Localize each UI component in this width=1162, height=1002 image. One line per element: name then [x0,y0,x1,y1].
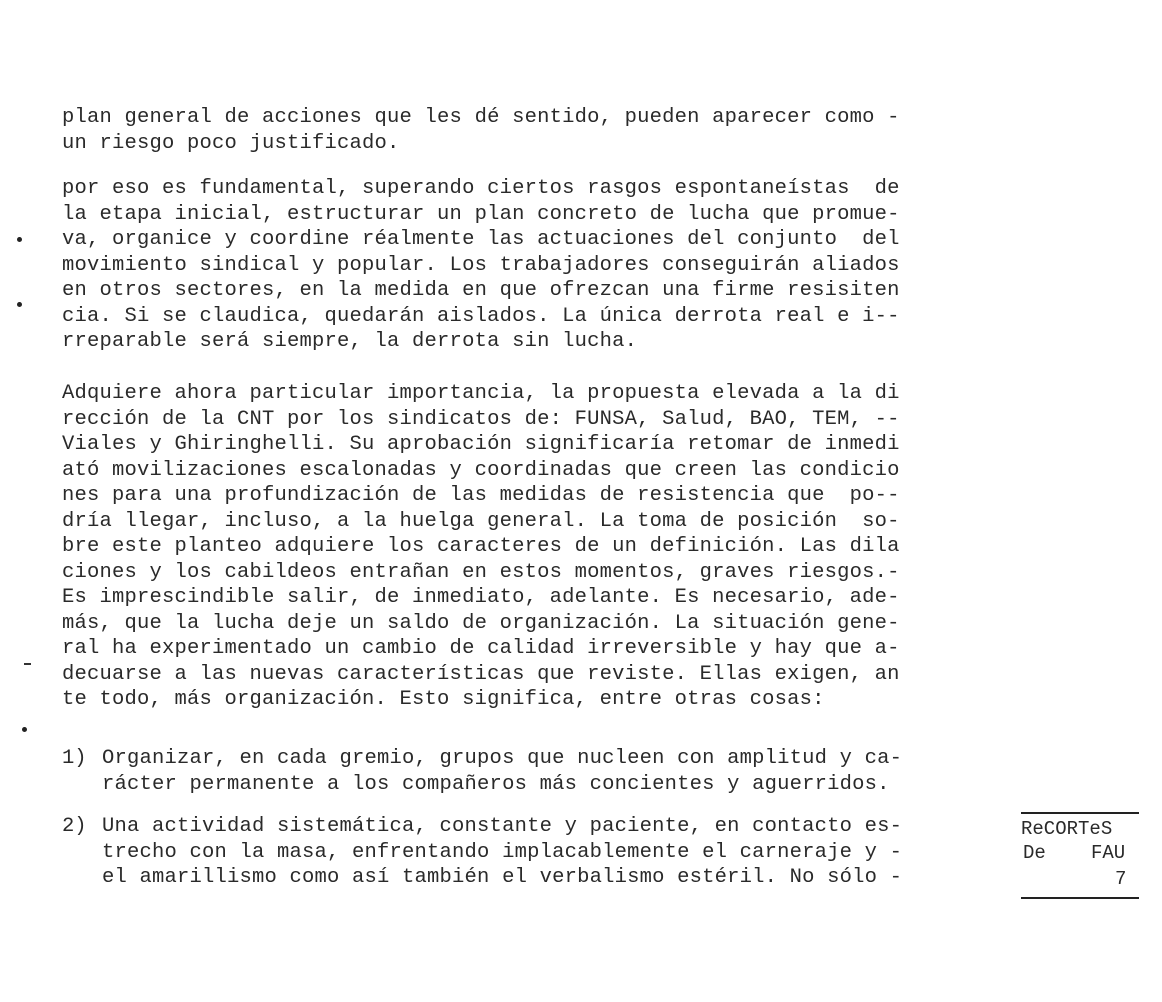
text-line: el amarillismo como así también el verbalismo estéril. No sólo - [102,866,903,889]
text-line: rácter permanente a los compañeros más concientes y aguerridos. [102,772,890,796]
text-line: cia. Si se claudica, quedarán aislados. La única derrota real e i-- [62,304,900,328]
text-line: va, organice y coordine réalmente las actuaciones del conjunto del [62,228,900,251]
text-line: movimiento sindical y popular. Los trabajadores conseguirán aliados [62,253,900,277]
text-line: por eso es fundamental, superando ciertos rasgos espontaneístas de [62,177,900,200]
text-line: trecho con la masa, enfrentando implacablemente el carneraje y - [102,840,903,864]
stamp-rule-top [1021,812,1139,814]
text-line: nes para una profundización de las medidas de resistencia que po-- [62,484,900,507]
recortes-de-fau-stamp [1021,812,1139,898]
stamp-line-1: ReCORTeS [1021,818,1113,840]
paragraph-1 [62,105,1012,156]
text-line: ral ha experimentado un cambio de calidad irreversible y hay que a- [62,637,900,660]
text-line: rreparable será siempre, la derrota sin lucha. [62,330,638,353]
text-line: Adquiere ahora particular importancia, la propuesta elevada a la di [62,382,900,405]
margin-mark [24,663,31,665]
text-line: ató movilizaciones escalonadas y coordinadas que creen las condicio [62,458,900,482]
stamp-line-2-right: FAU [1091,842,1126,864]
stamp-page-number: 7 [1115,868,1127,890]
list-item-number: 2) [62,815,87,838]
text-line: bre este planteo adquiere los caracteres de un definición. Las dila [62,535,900,558]
text-line: Una actividad sistemática, constante y paciente, en contacto es- [102,815,903,838]
list-item-number: 1) [62,747,87,770]
margin-mark [17,302,22,307]
stamp-line-2-left: De [1023,842,1046,864]
margin-mark [17,237,22,242]
text-line: dría llegar, incluso, a la huelga general. La toma de posición so- [62,509,900,533]
list-item-body [102,814,902,891]
paragraph-3 [62,381,1012,713]
text-line: un riesgo poco justificado. [62,131,400,155]
text-line: más, que la lucha deje un saldo de organización. La situación gene- [62,611,900,635]
text-line: rección de la CNT por los sindicatos de: FUNSA, Salud, BAO, TEM, -- [62,407,900,431]
text-line: Es imprescindible salir, de inmediato, adelante. Es necesario, ade- [62,586,900,609]
text-line: te todo, más organización. Esto significa, entre otras cosas: [62,688,825,711]
text-line: ciones y los cabildeos entrañan en estos momentos, graves riesgos.- [62,560,900,584]
paragraph-2 [62,176,1012,355]
stamp-rule-bottom [1021,897,1139,899]
text-line: Organizar, en cada gremio, grupos que nucleen con amplitud y ca- [102,747,903,770]
text-line: decuarse a las nuevas características que reviste. Ellas exigen, an [62,662,900,686]
text-line: en otros sectores, en la medida en que ofrezcan una firme resisiten [62,279,900,302]
text-line: plan general de acciones que les dé sentido, pueden aparecer como - [62,106,900,129]
list-item-body [102,746,902,797]
margin-mark [22,727,27,732]
text-line: la etapa inicial, estructurar un plan concreto de lucha que promue- [62,202,900,226]
text-line: Viales y Ghiringhelli. Su aprobación significaría retomar de inmedi [62,433,900,456]
